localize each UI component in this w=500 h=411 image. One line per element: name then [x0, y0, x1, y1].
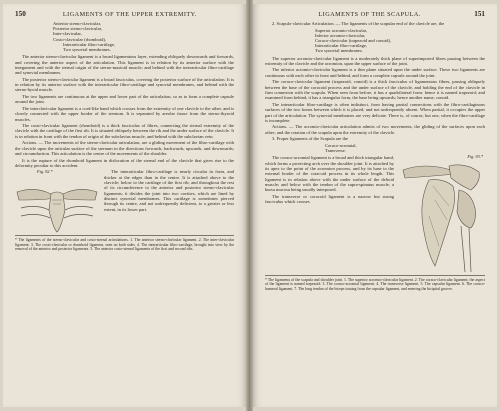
proper-ligaments-heading: 3. Proper ligaments of the Scapula are the: [272, 136, 349, 142]
left-page: [3, 4, 246, 407]
right-page-title: LIGAMENTS OF THE SCAPULA.: [318, 11, 421, 18]
left-footnote: * The ligaments of the sterno-clavicular and costo-sternal articulations. 1. The anterior sterno-clavicular ligament. 2. The inter-clavicular ligament. 3. The costo-clavicular or rhomboid ligament, seen on both sides. 4. The interarticular fibro-cartilage, brought into view by the removal of the anterior and posterior ligaments. 5. The anterior costo-sternal ligaments of the first and second ribs.: [15, 235, 234, 251]
right-footnote: * The ligaments of the scapula and shoulder joint. 1. The superior acromio-clavicular ligament. 2. The coraco-clavicular ligament; the aspect of the ligament is named trapezoid. 3. The coraco-acromial ligament. 4. The transverse ligament. 5. The capsular ligament. 6. The coraco-humeral ligament. 7. The long tendon of the biceps issuing from the capsular ligament, and entering the bicipital groove.: [265, 275, 485, 291]
paragraph: The interarticular fibro-cartilage is often indistinct, from having partial connections with the fibro-cartilaginous surfaces of the two bones between which it is placed, and not unfrequently absent. When partial, it occupies the upper part of the articulation. The synovial membranes are very delicate. There is, of course, but one, when the fibro-cartilage is incomplete.: [265, 101, 485, 123]
figure-label: Fig. 92.*: [37, 169, 53, 175]
left-page-title: LIGAMENTS OF THE UPPER EXTREMITY.: [62, 11, 197, 18]
paragraph: The posterior sterno-clavicular ligament is a broad fasciculus, covering the posterior surface of the articulation. It is in relation by its anterior surface with the interarticular fibro-cartilage and synovial membranes, and behind with the sterno-hyoid muscle.: [15, 76, 234, 93]
list-item: Inferior acromio-clavicular,: [315, 32, 366, 38]
closing-paragraph: The transverse or coracoid ligament is a narrow but strong fasciculus which crosses: [265, 193, 394, 205]
sterno-clavicular-figure: [15, 170, 99, 234]
paragraph: The costo-clavicular ligament (rhomboid) is a thick fasciculus of fibres, connecting the sternal extremity of the clavicle with the cartilage of the first rib. It is situated obliquely between the rib and the under surface of the clavicle. It is in relation in front with the tendon of origin of the subclavius muscle, and behind with the subclavian vein.: [15, 123, 234, 139]
list-item: Two synovial membranes.: [315, 48, 363, 54]
list-item: Coraco-clavicular (trapezoid and conoid),: [315, 37, 391, 43]
list-item: Costo-clavicular (rhomboid),: [53, 36, 107, 42]
paragraph: Actions. — The acromio-clavicular articulation admits of two movements, the gliding of the surfaces upon each other; and the rotation of the scapula upon the extremity of the clavicle.: [265, 124, 485, 135]
paragraph: The coraco-clavicular ligament (trapezoid, conoid) is a thick fasciculus of ligamentous fibres, passing obliquely between the base of the coracoid process and the under surface of the clavicle, and holding the end of the clavicle in firm connexion with the scapula. When seen from before, it has a quadrilateral form: hence it is named trapezoid; and examined from behind, it has a triangular form, the base being upwards; hence another name, conoid.: [265, 79, 485, 101]
list-item: Interarticular fibro-cartilage,: [63, 41, 116, 47]
right-ligament-list: [265, 28, 485, 54]
list-item: Transverse.: [325, 148, 346, 154]
left-ligament-list: [15, 21, 234, 52]
scapula-figure: [399, 156, 485, 274]
book-gutter: [246, 0, 253, 411]
right-running-head: [265, 10, 485, 18]
paragraph: It is the rupture of the rhomboid ligament in dislocation of the sternal end of the clavicle that gives rise to the deformity peculiar to this accident.: [15, 157, 234, 168]
paragraph: The superior acromio-clavicular ligament is a moderately thick plane of superimposed fibres passing between the extremity of the clavicle and the acromion, upon the upper surface of the joint.: [265, 55, 485, 66]
list-item: Inter-clavicular,: [53, 31, 82, 37]
paragraph: The interclavicular ligament is a cord-like band which crosses from the extremity of one clavicle to the other, and is closely connected with the upper border of the sternum. It is separated by areolar tissue from the sterno-thyroid muscles.: [15, 105, 234, 122]
figure-paragraph: The coraco-acromial ligament is a broad and thick triangular band, which forms a protecting arch over the shoulder joint. It is attached by its apex to the point of the acromion process, and by its base to the external border of the coracoid process in its whole length. This ligament is in relation above with the under surface of the deltoid muscle; and below with the tendon of the supra-spinatus muscle, a bursa mucosa being usually interposed.: [265, 155, 394, 193]
list-item: Anterior sterno-clavicular,: [53, 21, 102, 26]
paragraph: The inferior acromio-clavicular ligament is a thin plane situated upon the under surface. These two ligaments are continuous with each other in front and behind, and form a complete capsule around the joint.: [265, 67, 485, 78]
scapula-illustration: [399, 156, 485, 274]
list-item: Two synovial membranes.: [63, 47, 111, 53]
section-intro: 2. Scapulo-clavicular Articulation. — The ligaments of the scapular end of the clavicle are, the: [272, 21, 445, 26]
right-page: [253, 4, 497, 407]
sternum-illustration: [15, 170, 99, 234]
figure-paragraph: The interarticular fibro-cartilage is nearly circular in form, and thicker at the edges than in the centre. It is attached above to the clavicle; below to the cartilage of the first rib; and throughout the rest of its circumference to the anterior and posterior sterno-clavicular ligaments; it divides the joint into two cavities, which are lined by distinct synovial membranes. This cartilage is sometimes pierced through its centre, and not unfrequently deficient, to a greater or less extent, in its lower part.: [104, 169, 234, 212]
list-item: Posterior sterno-clavicular,: [53, 26, 103, 32]
left-running-head: [15, 10, 234, 18]
left-page-number: 150: [15, 10, 26, 18]
list-item: Coraco-acromial,: [325, 142, 357, 148]
figure-label: Fig. 93.*: [467, 154, 483, 160]
right-page-number: 151: [474, 10, 485, 18]
paragraph: Actions. — The movements of the sterno-clavicular articulation, are a gliding movement of the fibro-cartilage with the clavicle upon the articular surface of the sternum in the directions forwards, backwards, upwards, and downwards; and circumduction. This articulation is the centre of the movements of the shoulder.: [15, 140, 234, 156]
paragraph: The anterior sterno-clavicular ligament is a broad ligamentous layer, extending obliquely downwards and forwards, and covering the anterior aspect of the articulation. This ligament is in relation by its anterior surface with the integument and with the sternal origin of the sterno-mastoid muscle; and behind with the interarticular fibro-cartilage and synovial membranes.: [15, 54, 234, 76]
paragraph: The two ligaments are continuous at the upper and lower part of the articulation, so as to form a complete capsule around the joint.: [15, 94, 234, 105]
list-item: Interarticular fibro-cartilage,: [315, 43, 368, 49]
proper-ligament-list: [265, 143, 485, 153]
list-item: Superior acromio-clavicular,: [315, 27, 368, 33]
